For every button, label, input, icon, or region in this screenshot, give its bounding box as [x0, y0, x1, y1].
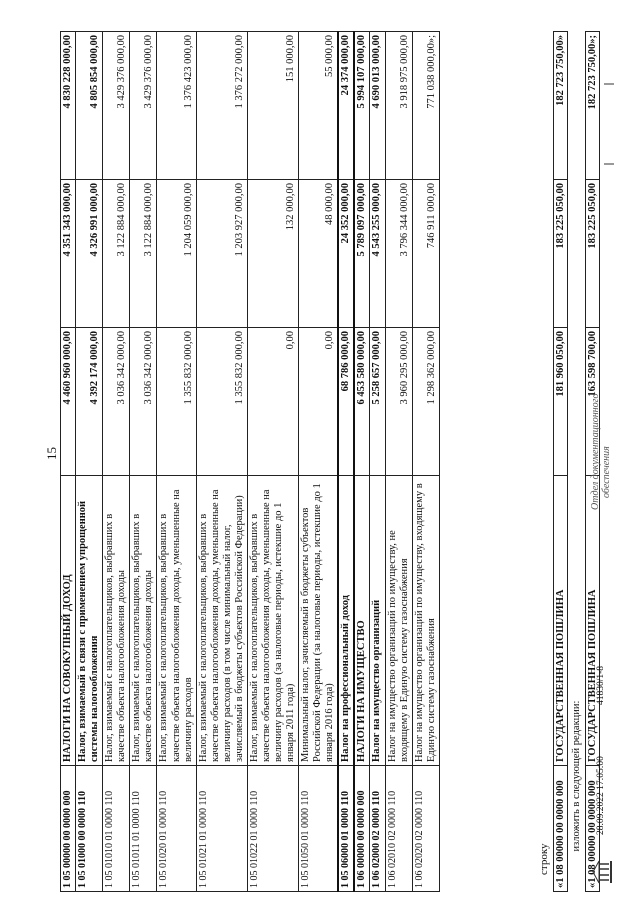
- table-row: [247, 32, 298, 892]
- row-value-1: 5 258 657 000,00: [370, 328, 385, 476]
- row-code: 1 06 00000 00 0000 000: [354, 766, 370, 892]
- row-value-1: 1 355 832 000,00: [157, 328, 196, 476]
- new-row-v2: 183 225 050,00: [586, 180, 600, 328]
- table-row: [196, 32, 247, 892]
- footer-date: 28.09.2022 17:05:00: [596, 756, 606, 835]
- row-name: НАЛОГИ НА ИМУЩЕСТВО: [354, 476, 370, 766]
- old-row-v1: 181 960 050,00: [554, 328, 568, 476]
- label-new-row: [568, 32, 586, 892]
- revenue-table: [60, 31, 440, 892]
- row-value-3: 5 994 107 000,00: [354, 32, 370, 180]
- row-code: 1 05 01050 01 0000 110: [299, 766, 339, 892]
- table-row: [385, 32, 412, 892]
- old-row-name: ГОСУДАРСТВЕННАЯ ПОШЛИНА: [554, 476, 568, 766]
- footer-department: [590, 393, 612, 510]
- table-row: [299, 32, 339, 892]
- row-code: 1 05 01000 00 0000 110: [76, 766, 103, 892]
- row-value-1: 1 298 362 000,00: [412, 328, 439, 476]
- row-value-3: 1 376 272 000,00: [196, 32, 247, 180]
- row-value-2: 1 203 927 000,00: [196, 180, 247, 328]
- row-value-2: 132 000,00: [247, 180, 298, 328]
- table-row: [412, 32, 439, 892]
- new-row-v3: 182 723 750,00»;: [586, 32, 600, 180]
- row-value-3: 24 374 000,00: [338, 32, 354, 180]
- row-name: Налог, взимаемый с налогоплательщиков, выбравших в качестве объекта налогообложения доходы: [103, 476, 130, 766]
- row-code: 1 05 01020 01 0000 110: [157, 766, 196, 892]
- row-name: Минимальный налог, зачисляемый в бюджеты субъектов Российской Федерации (за налоговые периоды, истекшие до 1 января 2016 года): [299, 476, 339, 766]
- row-value-3: 4 690 013 000,00: [370, 32, 385, 180]
- table-row: [76, 32, 103, 892]
- row-value-2: 746 911 000,00: [412, 180, 439, 328]
- table-row: [130, 32, 157, 892]
- page-number: 15: [44, 447, 59, 460]
- row-code: 1 06 02010 02 0000 110: [385, 766, 412, 892]
- row-name: Налог на имущество организаций по имуществу, входящему в Единую систему газоснабжения: [412, 476, 439, 766]
- footer-dept-line2: обеспечения: [601, 446, 612, 498]
- label-row-word: строку: [538, 843, 550, 875]
- row-value-2: 4 326 991 000,00: [76, 180, 103, 328]
- row-code: 1 05 00000 00 0000 000: [61, 766, 76, 892]
- row-code: 1 05 01021 01 0000 110: [196, 766, 247, 892]
- row-value-2: 4 543 255 000,00: [370, 180, 385, 328]
- row-value-2: 3 122 884 000,00: [103, 180, 130, 328]
- row-value-3: 151 000,00: [247, 32, 298, 180]
- row-value-1: 0,00: [299, 328, 339, 476]
- table-row: [370, 32, 385, 892]
- row-value-1: 3 036 342 000,00: [103, 328, 130, 476]
- row-name: Налог, взимаемый в связи с применением упрощенной системы налогообложения: [76, 476, 103, 766]
- building-stamp-icon: [592, 859, 614, 885]
- footer: [590, 25, 630, 885]
- row-value-2: 48 000,00: [299, 180, 339, 328]
- row-value-3: 771 038 000,00»;: [412, 32, 439, 180]
- row-name: Налог на имущество организаций по имуществу, не входящему в Единую систему газоснабжения: [385, 476, 412, 766]
- row-value-2: 5 789 097 000,00: [354, 180, 370, 328]
- row-value-3: 4 830 228 000,00: [61, 32, 76, 180]
- table-row: [61, 32, 76, 892]
- row-value-2: 3 122 884 000,00: [130, 180, 157, 328]
- row-value-3: 3 918 975 000,00: [385, 32, 412, 180]
- old-row-v2: 183 225 050,00: [554, 180, 568, 328]
- row-value-2: 24 352 000,00: [338, 180, 354, 328]
- row-value-1: 3 960 295 000,00: [385, 328, 412, 476]
- row-code: 1 06 02000 02 0000 110: [370, 766, 385, 892]
- table-row: [354, 32, 370, 892]
- row-value-3: 4 805 854 000,00: [76, 32, 103, 180]
- row-value-3: 55 000,00: [299, 32, 339, 180]
- new-row-v1: 163 598 700,00: [586, 328, 600, 476]
- row-value-3: 1 376 423 000,00: [157, 32, 196, 180]
- row-value-1: 0,00: [247, 328, 298, 476]
- row-name: Налог, взимаемый с налогоплательщиков, выбравших в качестве объекта налогообложения доходы, уменьшенные на величину расходов: [157, 476, 196, 766]
- scan-mark: [604, 163, 614, 165]
- row-name: Налог на имущество организаций: [370, 476, 385, 766]
- row-name: Налог на профессиональный доход: [338, 476, 354, 766]
- table-row: [157, 32, 196, 892]
- row-code: 1 05 01011 01 0000 110: [130, 766, 157, 892]
- row-value-1: 68 786 000,00: [338, 328, 354, 476]
- row-name: Налог, взимаемый с налогоплательщиков, выбравших в качестве объекта налогообложения доходы, уменьшенные на величину расходов (в том числе минимальный налог, зачисляемый в бюджеты субъектов Российской Федерации): [196, 476, 247, 766]
- row-value-2: 1 204 059 000,00: [157, 180, 196, 328]
- footer-dept-line1: Отдел документационного: [590, 393, 601, 510]
- row-name: НАЛОГИ НА СОВОКУПНЫЙ ДОХОД: [61, 476, 76, 766]
- row-value-2: 4 351 343 000,00: [61, 180, 76, 328]
- new-row-name: ГОСУДАРСТВЕННАЯ ПОШЛИНА: [586, 476, 600, 766]
- row-value-1: 3 036 342 000,00: [130, 328, 157, 476]
- row-value-1: 6 453 580 000,00: [354, 328, 370, 476]
- row-value-1: 4 392 174 000,00: [76, 328, 103, 476]
- row-name: Налог, взимаемый с налогоплательщиков, выбравших в качестве объекта налогообложения доходы: [130, 476, 157, 766]
- scan-mark: [604, 83, 614, 85]
- old-row-code: «1 08 00000 00 0000 000: [554, 766, 568, 892]
- row-value-1: 4 460 960 000,00: [61, 328, 76, 476]
- row-value-2: 3 796 344 000,00: [385, 180, 412, 328]
- row-code: 1 05 06000 01 0000 110: [338, 766, 354, 892]
- table-row: [338, 32, 354, 892]
- old-row: [554, 32, 568, 892]
- row-code: 1 06 02020 02 0000 110: [412, 766, 439, 892]
- row-code: 1 05 01010 01 0000 110: [103, 766, 130, 892]
- new-row-code: «1 08 00000 00 0000 000: [586, 766, 600, 892]
- row-value-1: 1 355 832 000,00: [196, 328, 247, 476]
- old-row-v3: 182 723 750,00»: [554, 32, 568, 180]
- row-code: 1 05 01022 01 0000 110: [247, 766, 298, 892]
- row-value-3: 3 429 376 000,00: [130, 32, 157, 180]
- row-name: Налог, взимаемый с налогоплательщиков, выбравших в качестве объекта налогообложения доходы, уменьшенные на величину расходов (за налоговые периоды, истекшие до 1 января 2011 года): [247, 476, 298, 766]
- label-new: изложить в следующей редакции:: [571, 700, 582, 852]
- table-row: [103, 32, 130, 892]
- row-value-3: 3 429 376 000,00: [103, 32, 130, 180]
- footer-doc-id: 41830/1-8: [596, 665, 606, 705]
